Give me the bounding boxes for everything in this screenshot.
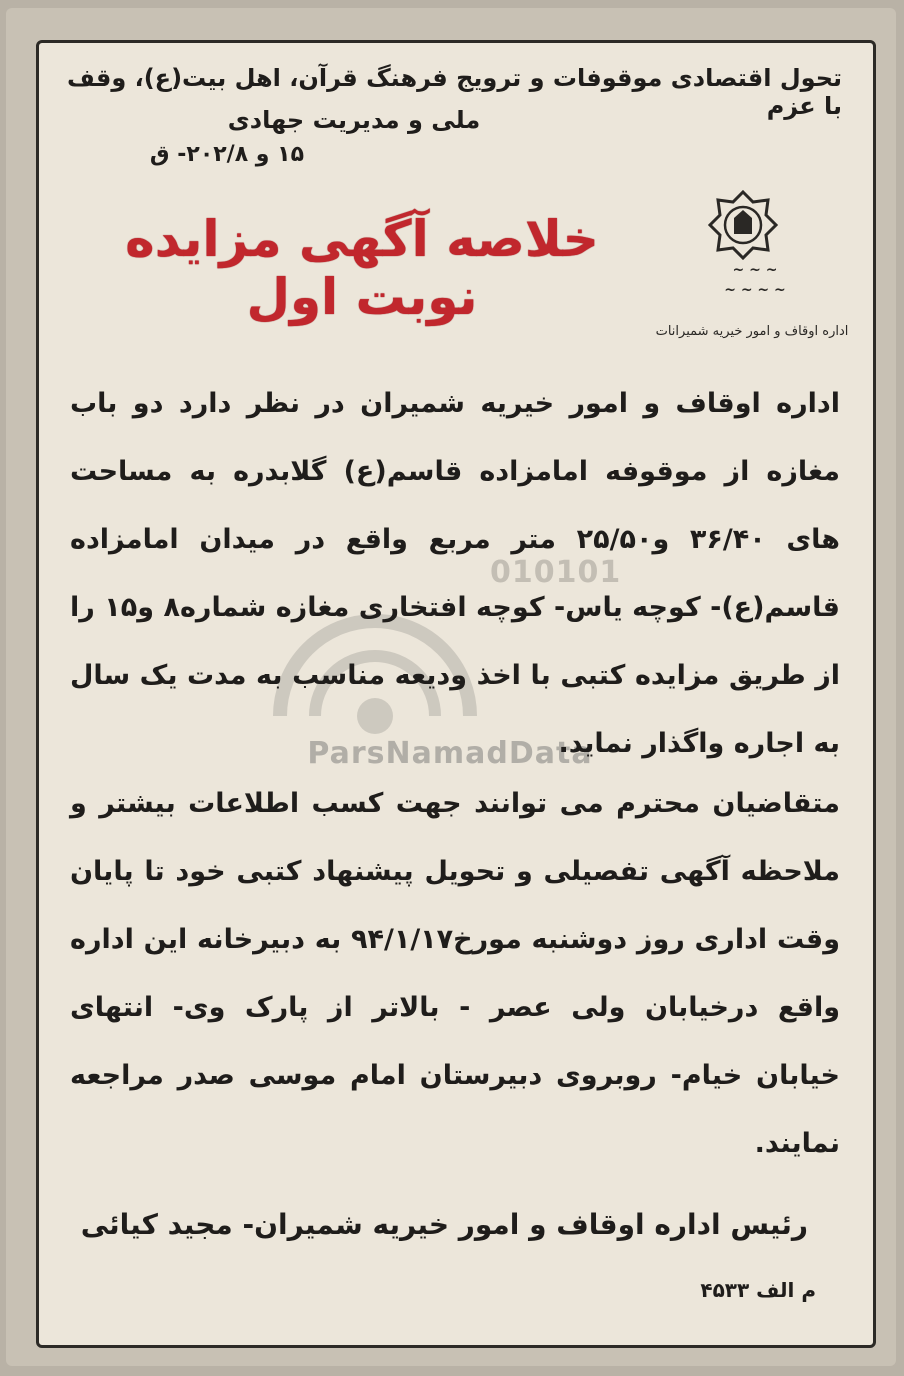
header-slogan-line1: تحول اقتصادی موقوفات و ترویج فرهنگ قرآن، اهل بیت(ع)، وقف با عزم — [67, 64, 842, 120]
notice-paragraph-1: اداره اوقاف و امور خیریه شمیران در نظر دارد دو باب مغازه از موقوفه امامزاده قاسم(ع) گلابدره به مساحت های ۳۶/۴۰ و۲۵/۵۰ متر مربع واقع در میدان امامزاده قاسم(ع)- کوچه یاس- کوچه افتخاری مغازه شماره۸ و۱۵ را از طریق مزایده کتبی با اخذ ودیعه مناسب به مدت یک سال به اجاره واگذار نماید. — [70, 388, 840, 759]
watermark-brand: ParsNamadData — [307, 736, 593, 771]
notice-paragraph-2: متقاضیان محترم می توانند جهت کسب اطلاعات بیشتر و ملاحظه آگهی تفصیلی و تحویل پیشنهاد کتبی خود تا پایان وقت اداری روز دوشنبه مورخ۹۴/۱/۱۷ به دبیرخانه این اداره واقع درخیابان ولی عصر - بالاتر از پارک وی- انتهای خیابان خیام- روبروی دبیرستان امام موسی صدر مراجعه نمایند. — [70, 788, 840, 1159]
endowment-emblem-icon — [708, 190, 778, 260]
signature-line: رئیس اداره اوقاف و امور خیریه شمیران- مجید کیائی — [80, 1208, 808, 1241]
organization-logo — [655, 190, 850, 350]
issue-date: ۱۵ و ۲۰۲/۸- ق — [149, 142, 304, 167]
header-slogan-line2: ملی و مدیریت جهادی — [227, 106, 481, 134]
watermark-digits: 010101 — [490, 555, 622, 590]
logo-calligraphy-1: ~ ~ ~ — [732, 262, 778, 278]
reference-code: م الف ۴۵۳۳ — [700, 1278, 816, 1302]
notice-title: خلاصه آگهی مزایده نوبت اول — [125, 210, 599, 326]
logo-caption: اداره اوقاف و امور خیریه شمیرانات — [655, 324, 849, 339]
logo-calligraphy-2: ~ ~ ~ ~ — [724, 282, 786, 298]
